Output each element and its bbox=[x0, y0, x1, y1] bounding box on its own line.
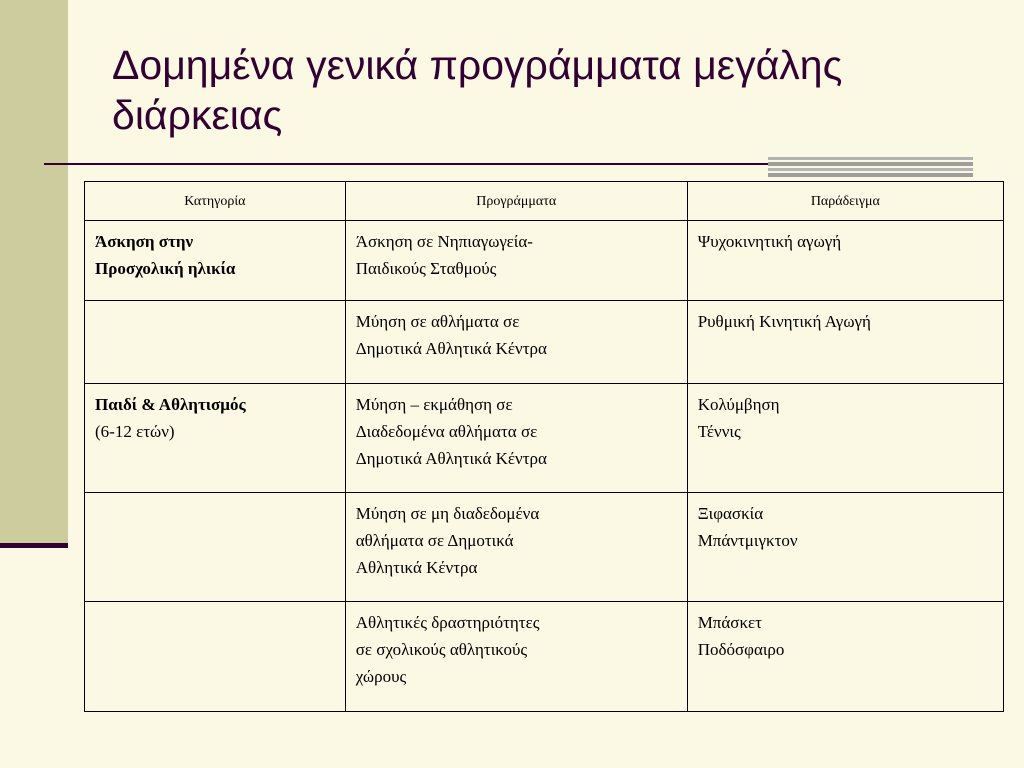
program-line: Αθλητικές δραστηριότητες bbox=[355, 613, 540, 632]
programs-table bbox=[84, 181, 1004, 712]
program-line: Δημοτικά Αθλητικά Κέντρα bbox=[355, 339, 547, 358]
left-accent-underline bbox=[0, 543, 68, 548]
program-line: αθλήματα σε Δημοτικά bbox=[355, 531, 514, 550]
example-line: Μπάσκετ bbox=[697, 613, 762, 632]
program-line: σε σχολικούς αθλητικούς bbox=[355, 640, 528, 659]
example-line: Μπάντμιγκτον bbox=[697, 531, 798, 550]
left-accent-bar bbox=[0, 0, 68, 543]
program-line: Άσκηση σε Νηπιαγωγεία- bbox=[355, 232, 533, 251]
category-note: (6-12 ετών) bbox=[95, 422, 175, 441]
program-line: Παιδικούς Σταθμούς bbox=[355, 259, 497, 278]
title-divider-accent bbox=[768, 157, 973, 179]
header-category: Κατηγορία bbox=[85, 182, 346, 221]
table-row bbox=[85, 384, 1004, 493]
category-line: Προσχολική ηλικία bbox=[95, 259, 236, 278]
category-cell bbox=[85, 602, 346, 712]
program-line: χώρους bbox=[355, 667, 407, 686]
program-cell bbox=[345, 301, 687, 384]
program-cell bbox=[345, 384, 687, 493]
table-row bbox=[85, 221, 1004, 301]
example-line: Τέννις bbox=[697, 422, 741, 441]
program-cell bbox=[345, 602, 687, 712]
category-line: Παιδί & Αθλητισμός bbox=[95, 395, 246, 414]
program-line: Μύηση – εκμάθηση σε bbox=[355, 395, 513, 414]
slide-title: Δομημένα γενικά προγράμματα μεγάλης διάρκειας bbox=[112, 42, 843, 138]
table-header-row bbox=[85, 182, 1004, 221]
table-row bbox=[85, 493, 1004, 602]
table-row bbox=[85, 602, 1004, 712]
example-cell bbox=[687, 602, 1003, 712]
program-line: Μύηση σε αθλήματα σε bbox=[355, 312, 520, 331]
program-cell bbox=[345, 493, 687, 602]
category-cell bbox=[85, 221, 346, 301]
program-line: Δημοτικά Αθλητικά Κέντρα bbox=[355, 449, 547, 468]
header-example: Παράδειγμα bbox=[687, 182, 1003, 221]
program-line: Διαδεδομένα αθλήματα σε bbox=[355, 422, 538, 441]
example-line: Ποδόσφαιρο bbox=[697, 640, 785, 659]
example-cell bbox=[687, 301, 1003, 384]
example-line: Ξιφασκία bbox=[697, 504, 764, 523]
program-cell bbox=[345, 221, 687, 301]
header-programs: Προγράμματα bbox=[345, 182, 687, 221]
program-line: Μύηση σε μη διαδεδομένα bbox=[355, 504, 540, 523]
category-cell bbox=[85, 493, 346, 602]
example-line: Κολύμβηση bbox=[697, 395, 780, 414]
example-line: Ρυθμική Κινητική Αγωγή bbox=[697, 312, 871, 331]
category-line: Άσκηση στην bbox=[95, 232, 194, 251]
category-cell bbox=[85, 301, 346, 384]
example-cell bbox=[687, 221, 1003, 301]
example-cell bbox=[687, 384, 1003, 493]
category-cell bbox=[85, 384, 346, 493]
example-line: Ψυχοκινητική αγωγή bbox=[697, 232, 842, 251]
program-line: Αθλητικά Κέντρα bbox=[355, 558, 478, 577]
example-cell bbox=[687, 493, 1003, 602]
table-row bbox=[85, 301, 1004, 384]
